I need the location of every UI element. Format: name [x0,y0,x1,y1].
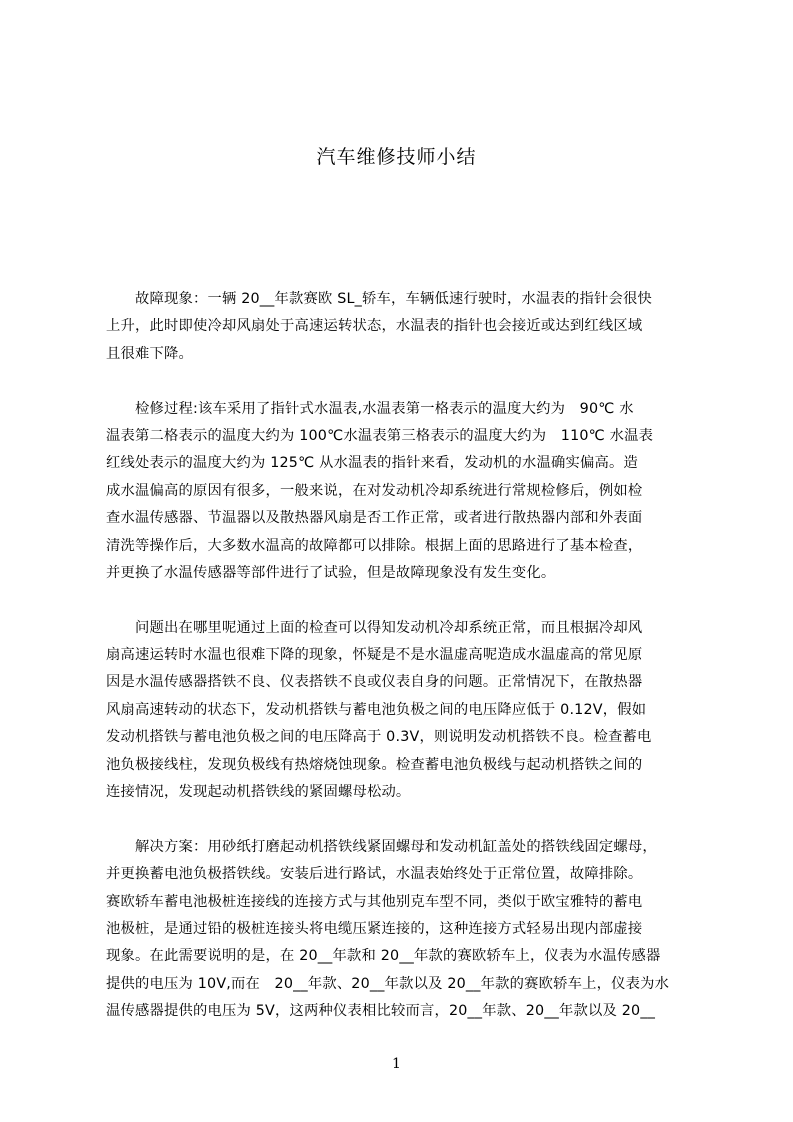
text-line: 赛欧轿车蓄电池极桩连接线的连接方式与其他别克车型不同，类似于欧宝雅特的蓄电 [106,893,643,910]
text-line: 温表第二格表示的温度大约为 100℃水温表第三格表示的温度大约为 110℃ 水温表 [106,427,654,444]
text-line: 现象。在此需要说明的是，在 20__年款和 20__年款的赛欧轿车上，仪表为水温传感器 [106,948,661,965]
text-line: 连接情况，发现起动机搭铁线的紧固螺母松动。 [106,784,411,801]
page-title: 汽车维修技师小结 [316,146,477,168]
text-line: 故障现象：一辆 20__年款赛欧 SL_轿车，车辆低速行驶时，水温表的指针会很快 [106,291,652,307]
page-number: 1 [392,1056,401,1072]
paragraph-diagnosis [106,615,699,807]
text-line: 并更换蓄电池负极搭铁线。安装后进行路试，水温表始终处于正常位置，故障排除。 [106,866,643,883]
text-line: 发动机搭铁与蓄电池负极之间的电压降高于 0.3V，则说明发动机搭铁不良。检查蓄电 [106,729,652,746]
text-line: 风扇高速转动的状态下，发动机搭铁与蓄电池负极之间的电压降应低于 0.12V，假如 [106,701,647,718]
text-line: 查水温传感器、节温器以及散热器风扇是否工作正常，或者进行散热器内部和外表面 [106,510,643,527]
text-line: 提供的电压为 10V,而在 20__年款、20__年款以及 20__年款的赛欧轿车上，仪表为水 [106,975,670,992]
text-line: 扇高速运转时水温也很难下降的现象，怀疑是不是水温虚高呢造成水温虚高的常见原 [106,647,643,664]
text-line: 解决方案：用砂纸打磨起动机搭铁线紧固螺母和发动机缸盖处的搭铁线固定螺母， [106,838,657,855]
paragraph-gap [106,806,699,833]
text-line: 红线处表示的温度大约为 125℃ 从水温表的指针来看，发动机的水温确实偏高。造 [106,455,639,472]
text-line: 成水温偏高的原因有很多，一般来说，在对发动机冷却系统进行常规检修后，例如检 [106,482,643,499]
text-line: 且很难下降。 [106,345,193,362]
text-line: 清洗等操作后，大多数水温高的故障都可以排除。根据上面的思路进行了基本检查， [106,537,643,554]
paragraph-solution [106,834,699,1026]
document-body [106,286,699,1026]
text-line: 温传感器提供的电压为 5V，这两种仪表相比较而言，20__年款、20__年款以及 20__ [106,1003,656,1020]
paragraph-repair-process [106,396,699,588]
text-line: 池极桩，是通过铅的极桩连接头将电缆压紧连接的，这种连接方式轻易出现内部虚接 [106,920,643,937]
paragraph-gap [106,368,699,395]
text-line: 因是水温传感器搭铁不良、仪表搭铁不良或仪表自身的问题。正常情况下，在散热器 [106,674,643,691]
text-line: 检修过程:该车采用了指针式水温表,水温表第一格表示的温度大约为 90℃ 水 [106,400,634,417]
paragraph-gap [106,587,699,614]
text-line: 并更换了水温传感器等部件进行了试验，但是故障现象没有发生变化。 [106,564,556,581]
text-line: 问题出在哪里呢通过上面的检查可以得知发动机冷却系统正常，而且根据冷却风 [106,619,643,636]
paragraph-fault-symptom [106,286,699,368]
text-line: 池负极接线柱，发现负极线有热熔烧蚀现象。检查蓄电池负极线与起动机搭铁之间的 [106,756,643,773]
text-line: 上升，此时即使冷却风扇处于高速运转状态，水温表的指针也会接近或达到红线区域 [106,318,643,335]
